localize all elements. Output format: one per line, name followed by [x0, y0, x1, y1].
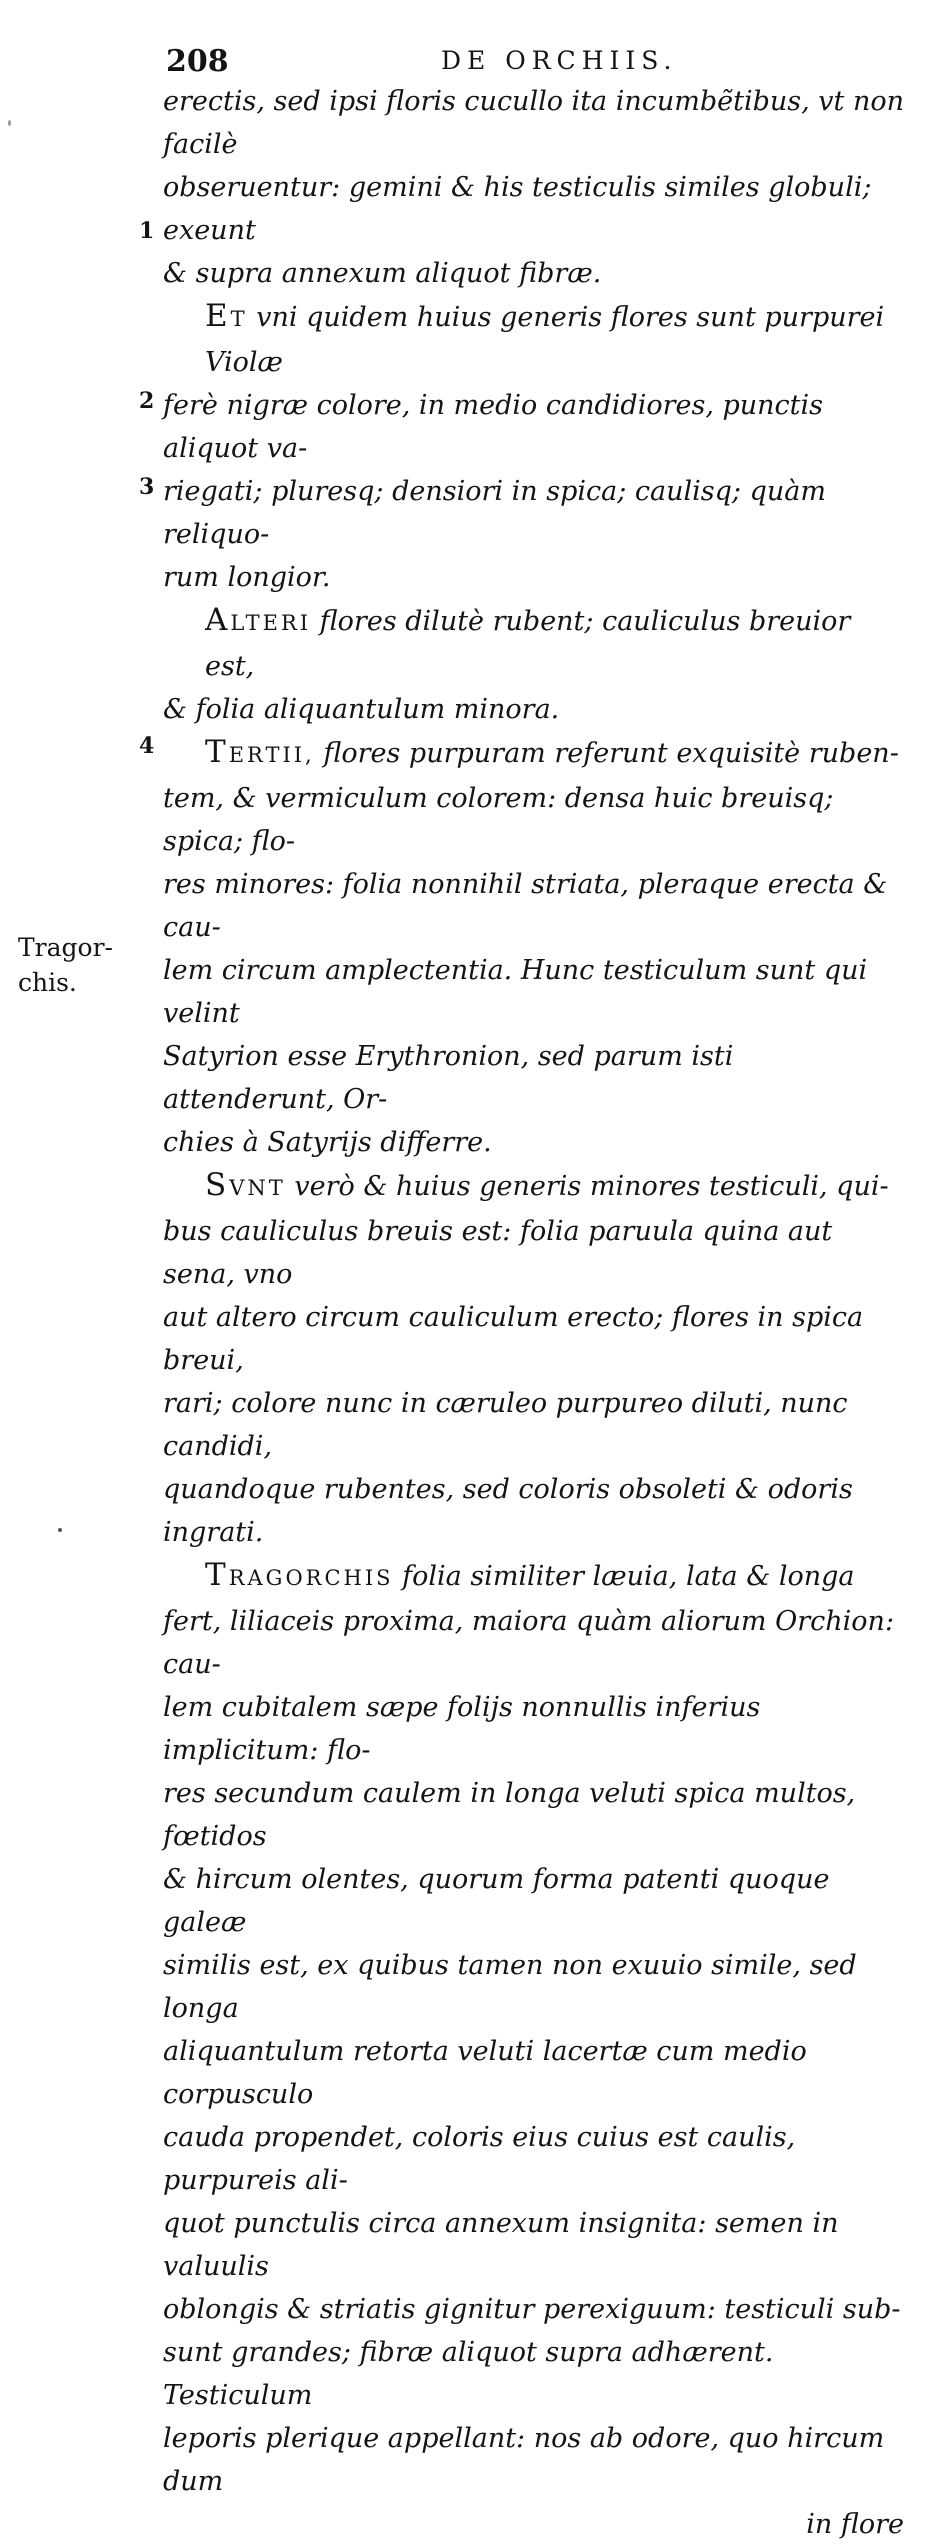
paragraph — [163, 295, 908, 599]
text-line: aliquantulum retorta veluti lacertæ cum medio corpusculo — [163, 2036, 807, 2110]
print-speck — [8, 120, 11, 126]
text-line: sunt grandes; fibræ aliquot supra adhærent. Testiculum — [163, 2337, 774, 2411]
text-line: erectis, sed ipsi floris cucullo ita incumbẽtibus, vt non facilè — [163, 86, 905, 160]
paragraph-number: 1 — [139, 218, 155, 244]
text-line: res secundum caulem in longa veluti spica multos, fœtidos — [163, 1778, 856, 1852]
text-line: obseruentur: gemini & his testiculis similes globuli; exeunt — [163, 172, 872, 246]
paragraph — [163, 599, 908, 731]
text-line: rum longior. — [163, 562, 331, 593]
paragraph — [163, 731, 908, 1164]
text-line: similis est, ex quibus tamen non exuuio simile, sed longa — [163, 1950, 857, 2024]
paragraph-number: 2 — [139, 388, 155, 414]
text-line: res minores: folia nonnihil striata, pleraque erecta & cau- — [163, 869, 888, 943]
page-number: 208 — [166, 44, 229, 79]
text-line: fert, liliaceis proxima, maiora quàm aliorum Orchion: cau- — [163, 1606, 895, 1680]
text-line — [163, 1164, 908, 1210]
text-line-rest: verò & huius generis minores testiculi, qui- — [294, 1171, 889, 1202]
text-line — [163, 599, 908, 688]
text-line: quot punctulis circa annexum insignita: semen in valuulis — [163, 2208, 839, 2282]
margin-note-line: Tragor- — [18, 933, 113, 962]
paragraph-number: 4 — [139, 733, 155, 759]
paragraph-lead: ET — [205, 298, 248, 334]
text-line: oblongis & striatis gignitur perexiguum: testiculi sub- — [163, 2294, 901, 2325]
text-line: & folia aliquantulum minora. — [163, 694, 560, 725]
text-line: aut altero circum cauliculum erecto; flores in spica breui, — [163, 1302, 864, 1376]
catchword: in flore — [806, 2509, 904, 2540]
text-line-rest: folia similiter læuia, lata & longa — [402, 1561, 855, 1592]
margin-note-line: chis. — [18, 968, 77, 997]
text-line: lem cubitalem sæpe folijs nonnullis inferius implicitum: flo- — [163, 1692, 761, 1766]
paragraph-lead: ALTERI — [205, 602, 312, 638]
text-line: quandoque rubentes, sed coloris obsoleti & odoris ingrati. — [163, 1474, 853, 1548]
paragraph — [163, 1554, 908, 2503]
text-line: Satyrion esse Erythronion, sed parum isti attenderunt, Or- — [163, 1041, 734, 1115]
text-line: & hircum olentes, quorum forma patenti quoque galeæ — [163, 1864, 830, 1938]
text-line: cauda propendet, coloris eius cuius est caulis, purpureis ali- — [163, 2122, 796, 2196]
paragraph — [163, 80, 908, 295]
paragraph — [163, 1164, 908, 1554]
text-line-rest: vni quidem huius generis flores sunt purpurei Violæ — [205, 302, 885, 378]
text-line: tem, & vermiculum colorem: densa huic breuisq; spica; flo- — [163, 783, 834, 857]
page-header — [166, 44, 906, 80]
text-line — [163, 731, 908, 777]
paragraph-lead: TERTII, — [205, 734, 315, 770]
text-line: riegati; pluresq; densiori in spica; caulisq; quàm reliquo- — [163, 476, 826, 550]
text-line: lem circum amplectentia. Hunc testiculum sunt qui velint — [163, 955, 868, 1029]
text-line: rari; colore nunc in cæruleo purpureo diluti, nunc candidi, — [163, 1388, 848, 1462]
text-line: ferè nigræ colore, in medio candidiores, punctis aliquot va- — [163, 390, 824, 464]
margin-note — [18, 930, 113, 1000]
running-title: DE ORCHIIS. — [441, 46, 678, 75]
print-speck — [58, 1528, 62, 1532]
body-text — [163, 80, 908, 2546]
text-line — [163, 295, 908, 384]
paragraph-lead: TRAGORCHIS — [205, 1557, 394, 1593]
paragraph-lead: SVNT — [205, 1167, 286, 1203]
text-line-rest: flores dilutè rubent; cauliculus breuior est, — [205, 606, 851, 682]
paragraph-number: 3 — [139, 474, 155, 500]
text-line — [163, 1554, 908, 1600]
text-line: leporis plerique appellant: nos ab odore, quo hircum dum — [163, 2423, 885, 2497]
text-line: chies à Satyrijs differre. — [163, 1127, 492, 1158]
text-line: & supra annexum aliquot fibræ. — [163, 258, 602, 289]
text-line-rest: flores purpuram referunt exquisitè ruben- — [323, 738, 899, 769]
text-line: bus cauliculus breuis est: folia paruula quina aut sena, vno — [163, 1216, 833, 1290]
